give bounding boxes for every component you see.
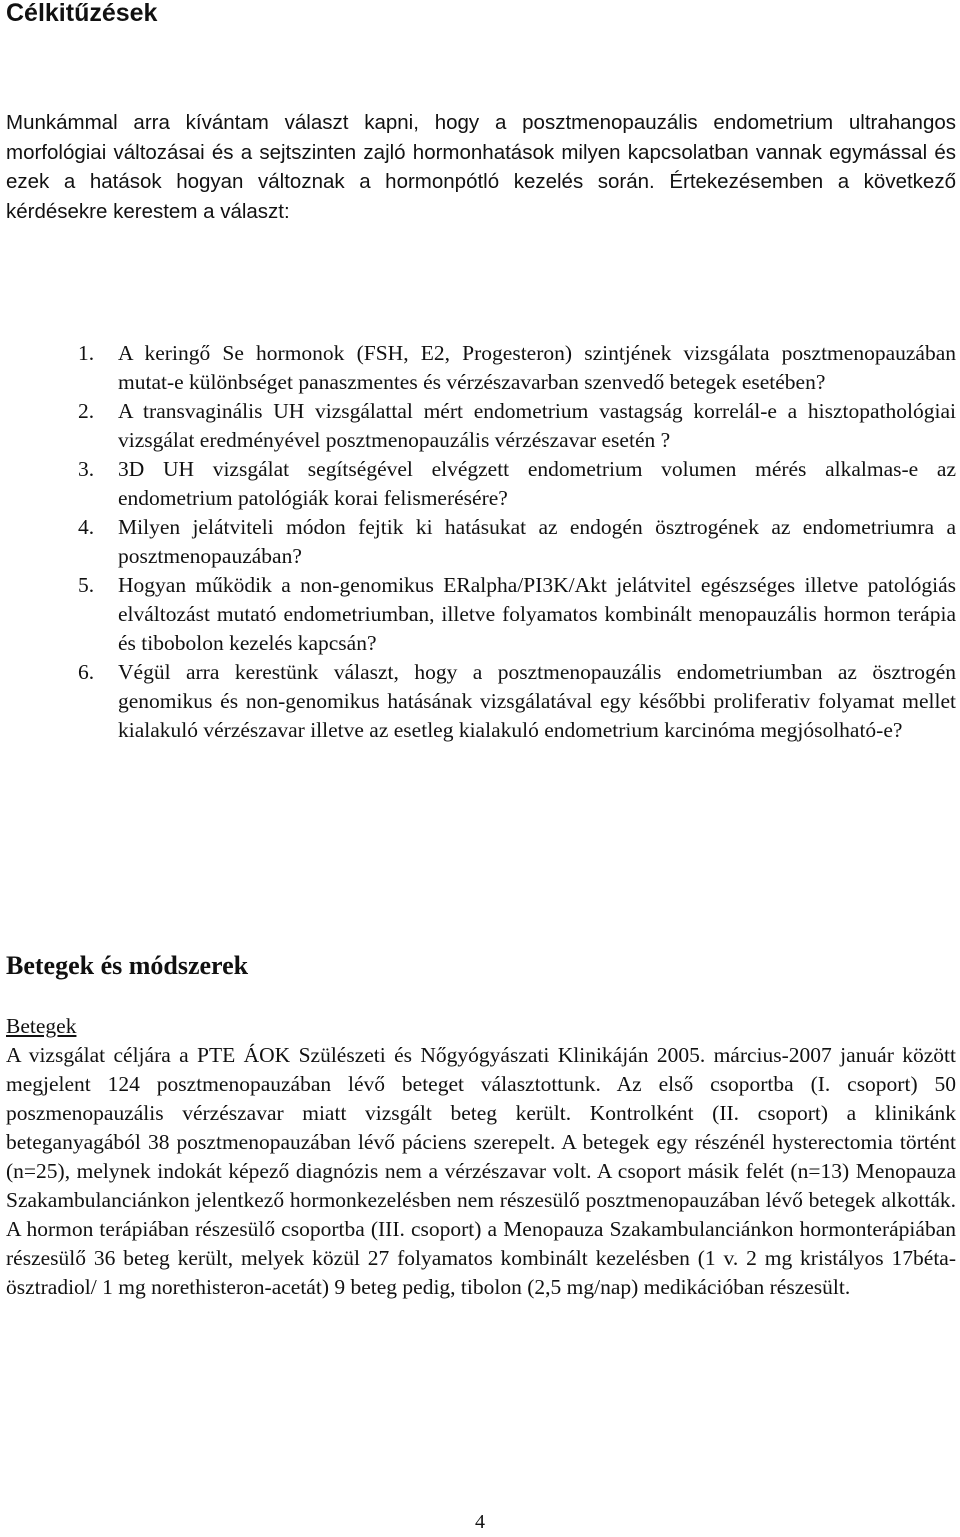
list-item-number: 3. — [78, 457, 95, 481]
list-item-text: Végül arra kerestünk választ, hogy a posztmenopauzális endometriumban az ösztrogén genomikus és non-genomikus hatásának vizsgálatával egy későbbi proliferativ folyamat mellet kialakuló vérzészavar illetve az esetleg kialakuló endometrium karcinóma megjósolható-e? — [118, 660, 956, 742]
list-item-text: 3D UH vizsgálat segítségével elvégzett endometrium volumen mérés alkalmas-e az endometrium patológiák korai felismerésére? — [118, 457, 956, 510]
list-item — [78, 571, 956, 658]
patients-paragraph: A vizsgálat céljára a PTE ÁOK Szülészeti és Nőgyógyászati Klinikáján 2005. március-2007 január között megjelent 124 posztmenopauzában lévő beteget választottunk. Az első csoportba (I. csoport) 50 poszmenopauzális vérzészavar miatt vizsgált beteg került. Kontrolként (II. csoport) a klinikánk beteganyagából 38 posztmenopauzában lévő páciens szerepelt. A betegek egy részénél hysterectomia történt (n=25), melynek indokát képező diagnózis nem a vérzészavar volt. A csoport másik felét (n=13) Menopauza Szakambulanciánkon jelentkező hormonkezelésben nem részesülő posztmenopauzában lévő betegek alkották. A hormon terápiában részesülő csoportba (III. csoport) a Menopauza Szakambulanciánkon hormonterápiában részesülő 36 beteg került, melyek közül 27 folyamatos kombinált kezelésben (1 v. 2 mg kristályos 17béta-ösztradiol/ 1 mg norethisteron-acetát) 9 beteg pedig, tibolon (2,5 mg/nap) medikációban részesült. — [6, 1043, 956, 1299]
list-item-text: Milyen jelátviteli módon fejtik ki hatásukat az endogén ösztrogének az endometriumra a posztmenopauzában? — [118, 515, 956, 568]
intro-paragraph: Munkámmal arra kívántam választ kapni, hogy a posztmenopauzális endometrium ultrahangos morfológiai változásai és a sejtszinten zajló hormonhatások milyen kapcsolatban vannak egymással és ezek a hatások hogyan változnak a hormonpótló kezelés során. Értekezésemben a következő kérdésekre kerestem a választ: — [6, 111, 956, 223]
list-item — [78, 658, 956, 745]
list-item-number: 6. — [78, 660, 95, 684]
list-item-number: 5. — [78, 573, 95, 597]
list-item-text: Hogyan működik a non-genomikus ERalpha/PI3K/Akt jelátvitel egészséges illetve patológiás elváltozást mutató endometriumban, illetve folyamatos kombinált menopauzális hormon terápia és tibobolon kezelés kapcsán? — [118, 573, 956, 655]
list-item-number: 2. — [78, 399, 95, 423]
list-item — [78, 397, 956, 455]
list-item-number: 1. — [78, 341, 95, 365]
list-item-text: A keringő Se hormonok (FSH, E2, Progesteron) szintjének vizsgálata posztmenopauzában mutat-e különbséget panaszmentes és vérzészavarban szenvedő betegek esetében? — [118, 341, 956, 394]
list-item-text: A transvaginális UH vizsgálattal mért endometrium vastagság korrelál-e a hisztopathológiai vizsgálat eredményével posztmenopauzális vérzészavar esetén ? — [118, 399, 956, 452]
research-questions-list — [78, 339, 956, 745]
page-number: 4 — [475, 1511, 485, 1533]
list-item — [78, 339, 956, 397]
list-item — [78, 455, 956, 513]
section-heading-celkituzesek: Célkitűzések — [6, 0, 158, 27]
subsection-heading-betegek: Betegek — [6, 1014, 77, 1038]
list-item — [78, 513, 956, 571]
list-item-number: 4. — [78, 515, 95, 539]
section-heading-betegek-es-modszerek: Betegek és módszerek — [6, 951, 249, 980]
